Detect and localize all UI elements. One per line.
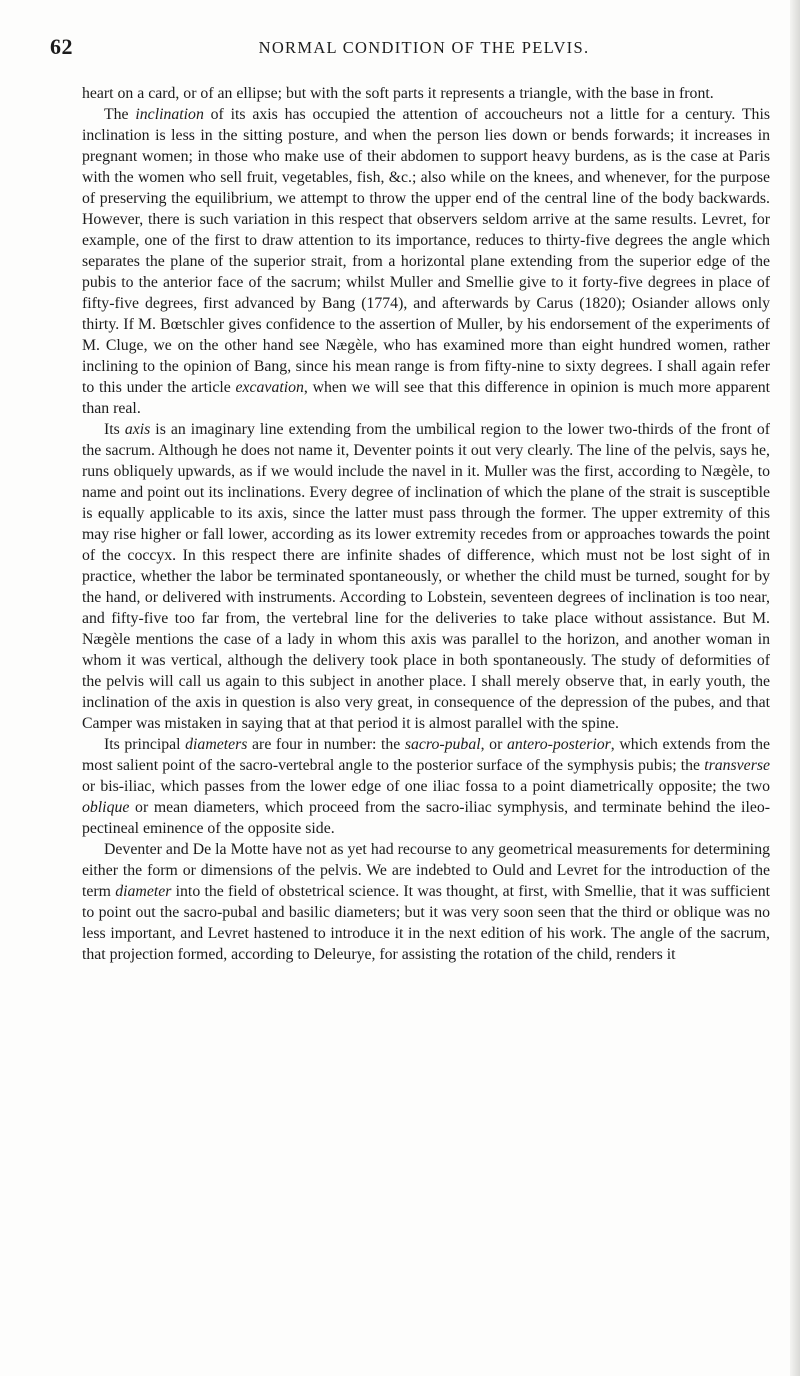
- text-run: or bis-iliac, which passes from the lower edge of one iliac fossa to a point diametrically opposite; the two: [82, 778, 770, 795]
- italic-term: axis: [124, 421, 151, 438]
- text-run: of its axis has occupied the attention of accoucheurs not a little for a century. This inclination is less in the sitting posture, and when the person lies down or bends forwards; it increases in pregnant women; in those who make use of their abdomen to support heavy burdens, as is the case at Paris with the women who sell fruit, vegetables, fish, &c.; also while on the knees, and whenever, for the purpose of preserving the equilibrium, we attempt to throw the upper end of the central line of the body backwards. However, there is such variation in this respect that observers seldom arrive at the same results. Levret, for example, one of the first to draw attention to its importance, reduces to thirty-five degrees the angle which separates the plane of the superior strait, from a horizontal plane extending from the superior edge of the pubis to the anterior face of the sacrum; whilst Muller and Smellie give to it forty-five degrees in place of fifty-five degrees, first advanced by Bang (1774), and afterwards by Carus (1820); Osiander allows only thirty. If M. Bœtschler gives confidence to the assertion of Muller, by his endorsement of the experiments of M. Cluge, we on the other hand see Nægèle, who has examined more than eight hundred women, rather inclining to the opinion of Bang, since his mean range is from fifty-nine to sixty degrees. I shall again refer to this under the article: [82, 106, 770, 396]
- paragraph: [82, 839, 770, 965]
- text-run: Its principal: [104, 736, 186, 753]
- italic-term: inclination: [135, 106, 204, 123]
- running-head-title: NORMAL CONDITION OF THE PELVIS.: [258, 38, 590, 57]
- italic-term: transverse: [704, 757, 770, 774]
- text-run: Deventer and De la Motte have not as yet had recourse to any geometrical measurements for determining either the form or dimensions of the pelvis. We are indebted to Ould and Levret for the introduction of the term: [82, 841, 770, 900]
- paragraph: [82, 734, 770, 839]
- text-run: , or: [480, 736, 507, 753]
- text-run: or mean diameters, which proceed from the sacro-iliac symphysis, and terminate behind the ileo-pectineal eminence of the opposite side.: [82, 799, 770, 837]
- italic-term: antero-posterior: [506, 736, 611, 753]
- italic-term: sacro-pubal: [404, 736, 481, 753]
- italic-term: oblique: [82, 799, 130, 816]
- text-run: heart on a card, or of an ellipse; but with the soft parts it represents a triangle, with the base in front.: [82, 85, 714, 102]
- running-head: [50, 34, 758, 60]
- italic-term: diameters: [185, 736, 248, 753]
- paragraph: [82, 83, 770, 104]
- italic-term: excavation: [235, 379, 304, 396]
- text-run: , when we will see that this difference in opinion is much more apparent than real.: [82, 379, 771, 417]
- text-run: is an imaginary line extending from the umbilical region to the lower two-thirds of the front of the sacrum. Although he does not name it, Deventer points it out very clearly. The line of the pelvis, says he, runs obliquely upwards, as if we would include the navel in it. Muller was the first, according to Nægèle, to name and point out its inclinations. Every degree of inclination of which the plane of the strait is susceptible is equally applicable to its axis, since the latter must pass through the former. The upper extremity of this may rise higher or fall lower, according as its lower extremity recedes from or approaches towards the point of the coccyx. In this respect there are infinite shades of difference, which must not be lost sight of in practice, whether the labor be terminated spontaneously, or whether the child must be turned, sought for by the hand, or delivered with instruments. According to Lobstein, seventeen degrees of inclination is too near, and fifty-five too far from, the vertebral line for the deliveries to take place without assistance. But M. Nægèle mentions the case of a lady in whom this axis was parallel to the horizon, and another woman in whom it was vertical, although the delivery took place in both spontaneously. The study of deformities of the pelvis will call us again to this subject in another place. I shall merely observe that, in early youth, the inclination of the axis in question is also very great, in consequence of the depression of the pubes, and that Camper was mistaken in saying that at that period it is almost parallel with the spine.: [82, 421, 770, 732]
- text-run: Its: [104, 421, 125, 438]
- page-edge: [790, 0, 800, 1376]
- text-run: are four in number: the: [247, 736, 405, 753]
- paragraph: [82, 419, 770, 734]
- italic-term: diameter: [115, 883, 172, 900]
- text-run: into the field of obstetrical science. It was thought, at first, with Smellie, that it was sufficient to point out the sacro-pubal and basilic diameters; but it was very soon seen that the third or oblique was no less important, and Levret hastened to introduce it in the next edition of his work. The angle of the sacrum, that projection formed, according to Deleurye, for assisting the rotation of the child, renders it: [82, 883, 770, 963]
- page-number: 62: [50, 34, 73, 59]
- text-run: , which extends from the most salient point of the sacro-vertebral angle to the posterior surface of the symphysis pubis; the: [82, 736, 770, 774]
- paragraph: [82, 104, 770, 419]
- body-text: [82, 83, 770, 965]
- text-run: The: [104, 106, 136, 123]
